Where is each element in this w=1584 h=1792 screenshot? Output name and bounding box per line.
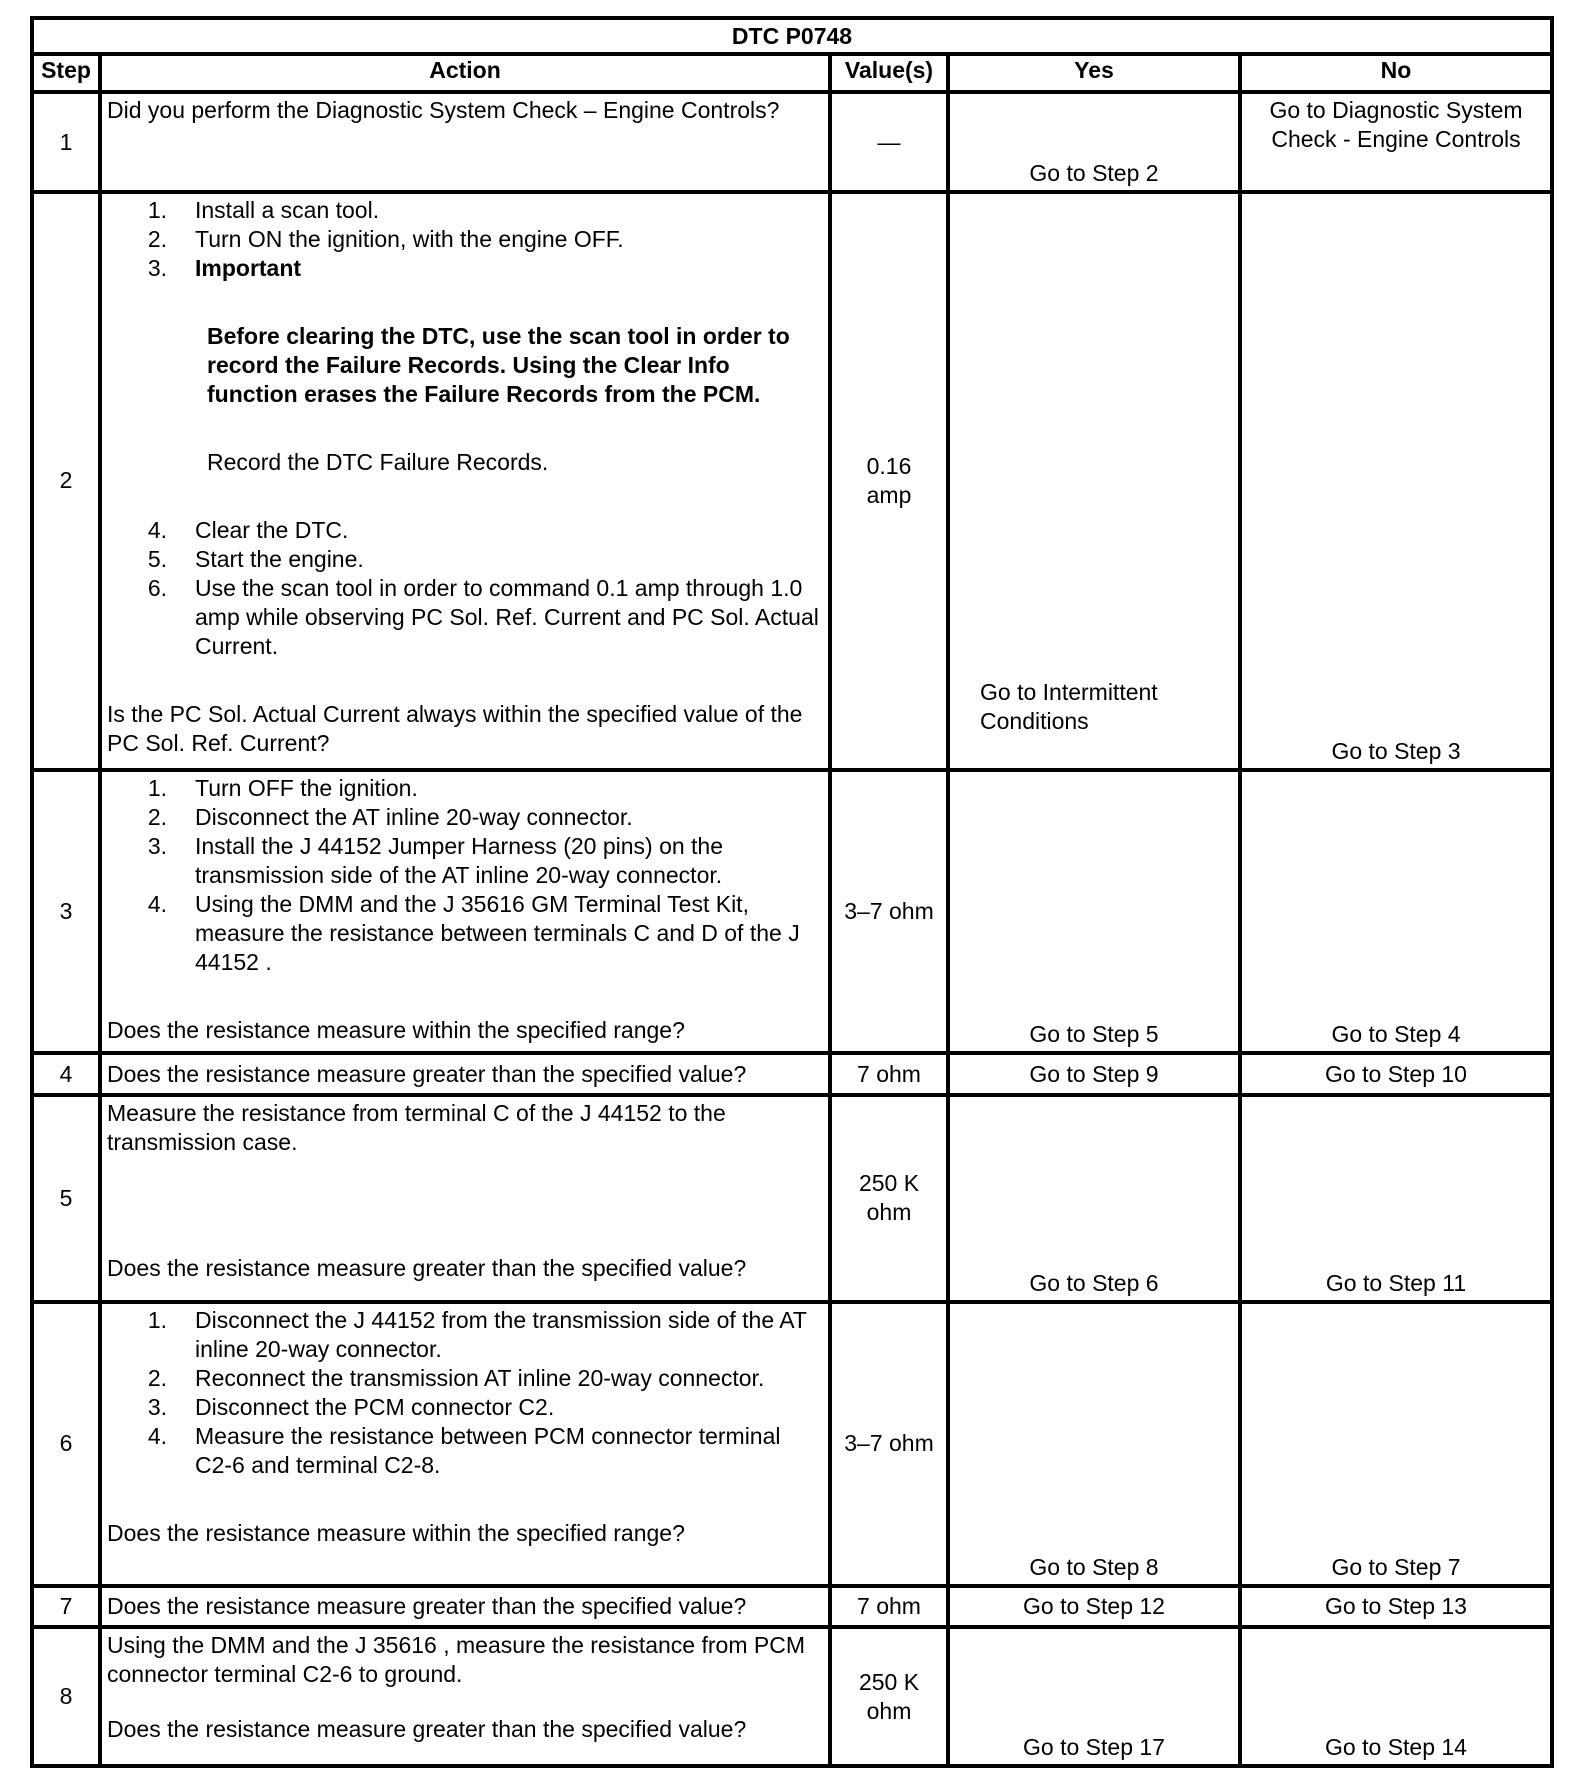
question-text: Is the PC Sol. Actual Current always within the specified value of the PC Sol. Ref. Current?: [107, 701, 803, 757]
action-cell: [100, 1627, 830, 1766]
no-cell: Go to Step 13: [1240, 1586, 1552, 1627]
yes-cell: Go to Step 17: [948, 1627, 1240, 1766]
no-cell: Go to Step 7: [1240, 1302, 1552, 1586]
item-text: Use the scan tool in order to command 0.1 amp through 1.0 amp while observing PC Sol. Ref. Current and PC Sol. Actual Current.: [195, 575, 819, 660]
no-cell: Go to Step 11: [1240, 1095, 1552, 1302]
step-number: 2: [32, 192, 100, 770]
value-cell: 3–7 ohm: [830, 770, 948, 1054]
item-text: Install the J 44152 Jumper Harness (20 pins) on the transmission side of the AT inline 20-way connector.: [195, 832, 724, 888]
question-text: Does the resistance measure within the specified range?: [107, 1016, 685, 1043]
item-text: Install a scan tool.: [195, 197, 380, 224]
action-cell: [100, 1302, 830, 1586]
header-yes: Yes: [948, 54, 1240, 92]
item-text: Start the engine.: [195, 546, 364, 573]
action-list: [107, 196, 822, 283]
list-item: [107, 832, 822, 890]
list-item: [107, 254, 822, 283]
table-row: [32, 92, 1552, 192]
table-title: DTC P0748: [32, 18, 1552, 54]
action-text: Did you perform the Diagnostic System Check – Engine Controls?: [100, 92, 830, 192]
item-number: 1.: [147, 1307, 167, 1334]
list-item: [107, 196, 822, 225]
list-item: [107, 803, 822, 832]
action-list: [107, 1306, 822, 1480]
record-text: Record the DTC Failure Records.: [207, 449, 549, 476]
table-row: [32, 1095, 1552, 1302]
item-number: 5.: [147, 546, 167, 573]
list-item: [107, 574, 822, 661]
value-cell: [830, 1627, 948, 1766]
table-row: [32, 1586, 1552, 1627]
item-number: 2.: [147, 803, 167, 830]
value-line: ohm: [866, 1697, 912, 1724]
value-cell: —: [830, 92, 948, 192]
yes-cell: Go to Intermittent Conditions: [948, 192, 1240, 770]
header-no: No: [1240, 54, 1552, 92]
item-text: Important: [195, 255, 302, 282]
header-row: [32, 54, 1552, 92]
item-number: 1.: [147, 197, 167, 224]
list-item: [107, 545, 822, 574]
item-number: 2.: [147, 226, 167, 253]
header-values: Value(s): [830, 54, 948, 92]
table-row: [32, 192, 1552, 770]
item-number: 2.: [147, 1365, 167, 1392]
table-row: [32, 770, 1552, 1054]
value-line: ohm: [866, 1199, 912, 1226]
yes-cell: Go to Step 8: [948, 1302, 1240, 1586]
list-item: [107, 1306, 822, 1364]
item-text: Disconnect the AT inline 20-way connector.: [195, 803, 633, 830]
item-number: 4.: [147, 1423, 167, 1450]
step-number: 8: [32, 1627, 100, 1766]
item-text: Clear the DTC.: [195, 517, 349, 544]
step-number: 4: [32, 1053, 100, 1094]
step-number: 5: [32, 1095, 100, 1302]
item-number: 4.: [147, 517, 167, 544]
yes-cell: Go to Step 9: [948, 1053, 1240, 1094]
item-text: Reconnect the transmission AT inline 20-way connector.: [195, 1365, 765, 1392]
yes-cell: Go to Step 2: [948, 92, 1240, 192]
action-cell: [100, 1095, 830, 1302]
no-cell: Go to Step 14: [1240, 1627, 1552, 1766]
action-list: [107, 516, 822, 661]
step-number: 3: [32, 770, 100, 1054]
question-text: Does the resistance measure greater than the specified value?: [100, 1586, 830, 1627]
value-cell: 7 ohm: [830, 1053, 948, 1094]
list-item: [107, 225, 822, 254]
question-text: Does the resistance measure greater than the specified value?: [107, 1716, 747, 1743]
item-text: Turn ON the ignition, with the engine OFF.: [195, 226, 624, 253]
value-line: 250 K: [858, 1668, 920, 1695]
action-text: Using the DMM and the J 35616 , measure the resistance from PCM connector terminal C2-6 to ground.: [107, 1632, 805, 1688]
no-cell: Go to Step 10: [1240, 1053, 1552, 1094]
item-number: 6.: [147, 575, 167, 602]
item-number: 3.: [147, 1394, 167, 1421]
item-number: 1.: [147, 774, 167, 801]
item-number: 4.: [147, 890, 167, 917]
no-cell: Go to Diagnostic System Check - Engine Controls: [1240, 92, 1552, 192]
value-line: 250 K: [858, 1170, 920, 1197]
dtc-table: [30, 16, 1554, 1768]
value-cell: [830, 1095, 948, 1302]
header-action: Action: [100, 54, 830, 92]
action-list: [107, 774, 822, 977]
item-text: Disconnect the J 44152 from the transmission side of the AT inline 20-way connector.: [195, 1307, 807, 1363]
step-number: 7: [32, 1586, 100, 1627]
list-item: [107, 774, 822, 803]
item-text: Using the DMM and the J 35616 GM Terminal Test Kit, measure the resistance between terminals C and D of the J 44152 .: [195, 890, 800, 975]
important-note: Before clearing the DTC, use the scan tool in order to record the Failure Records. Using the Clear Info function erases the Failure Records from the PCM.: [207, 323, 790, 408]
action-cell: [100, 192, 830, 770]
yes-cell: Go to Step 5: [948, 770, 1240, 1054]
yes-cell: Go to Step 6: [948, 1095, 1240, 1302]
table-row: [32, 1627, 1552, 1766]
item-number: 3.: [147, 255, 167, 282]
no-cell: Go to Step 4: [1240, 770, 1552, 1054]
value-cell: 3–7 ohm: [830, 1302, 948, 1586]
value-cell: 7 ohm: [830, 1586, 948, 1627]
list-item: [107, 1393, 822, 1422]
value-line: 0.16: [866, 452, 912, 479]
item-text: Turn OFF the ignition.: [195, 774, 418, 801]
question-text: Does the resistance measure within the specified range?: [107, 1520, 685, 1547]
step-number: 1: [32, 92, 100, 192]
list-item: [107, 516, 822, 545]
no-cell: Go to Step 3: [1240, 192, 1552, 770]
value-line: amp: [866, 481, 912, 508]
yes-cell: Go to Step 12: [948, 1586, 1240, 1627]
table-row: [32, 1053, 1552, 1094]
action-cell: [100, 770, 830, 1054]
header-step: Step: [32, 54, 100, 92]
list-item: [107, 890, 822, 977]
list-item: [107, 1422, 822, 1480]
question-text: Does the resistance measure greater than the specified value?: [100, 1053, 830, 1094]
question-text: Does the resistance measure greater than the specified value?: [107, 1254, 747, 1281]
table-row: [32, 1302, 1552, 1586]
item-text: Measure the resistance between PCM connector terminal C2-6 and terminal C2-8.: [195, 1423, 781, 1479]
step-number: 6: [32, 1302, 100, 1586]
list-item: [107, 1364, 822, 1393]
item-number: 3.: [147, 832, 167, 859]
item-text: Disconnect the PCM connector C2.: [195, 1394, 555, 1421]
value-cell: [830, 192, 948, 770]
action-text: Measure the resistance from terminal C of the J 44152 to the transmission case.: [107, 1099, 726, 1155]
